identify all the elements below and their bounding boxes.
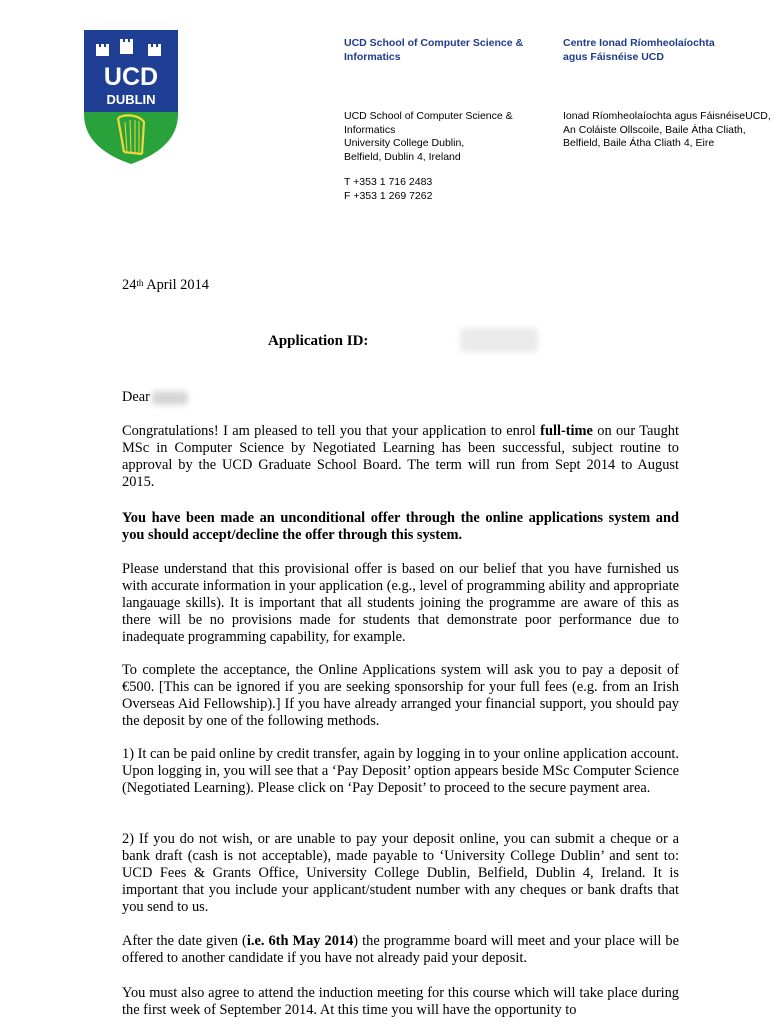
logo-dublin-text: DUBLIN	[106, 92, 156, 107]
paragraph-unconditional-offer: You have been made an unconditional offer through the online applications system and you should accept/decline the offer through this system.	[122, 510, 679, 543]
phone-number: T +353 1 716 2483	[344, 176, 433, 188]
header-school-name-en: UCD School of Computer Science & Informatics	[344, 37, 524, 63]
letter-date: 24th April 2014	[122, 277, 209, 293]
paragraph-induction: You must also agree to attend the induction meeting for this course which will take place during the first week of September 2014. At this time you will have the opportunity to	[122, 985, 679, 1018]
recipient-name-redacted	[152, 391, 188, 405]
paragraph-provisional-offer: Please understand that this provisional offer is based on our belief that you have furnished us with accurate information in your application (e.g., level of programming ability and appropriate langauage skills). It is important that all students joining the programme are aware of this as there will be no provisions made for students that demonstrate poor performance due to inadequate programming capability, for example.	[122, 561, 679, 645]
salutation: Dear	[122, 389, 150, 405]
header-address-en: UCD School of Computer Science & Informatics University College Dublin, Belfield, Dublin 4, Ireland	[344, 110, 513, 163]
ucd-logo	[84, 30, 178, 164]
paragraph-deadline: After the date given (i.e. 6th May 2014) the programme board will meet and your place will be offered to another candidate if you have not already paid your deposit.	[122, 933, 679, 966]
paragraph-pay-online: 1) It can be paid online by credit transfer, again by logging in to your online application account. Upon logging in, you will see that a ‘Pay Deposit’ option appears beside MSc Computer Science (Negotiated Learning). Please click on ‘Pay Deposit’ to proceed to the secure payment area.	[122, 746, 679, 796]
paragraph-pay-cheque: 2) If you do not wish, or are unable to pay your deposit online, you can submit a cheque or a bank draft (cash is not acceptable), made payable to ‘University College Dublin’ and sent to: UCD Fees & Grants Office, University College Dublin, Belfield, Dublin 4, Ireland. It is important that you include your applicant/student number with any cheques or bank drafts that you send to us.	[122, 831, 679, 915]
application-id-redacted	[460, 328, 538, 352]
header-address-ga: Ionad Ríomheolaíochta agus FáisnéiseUCD, An Coláiste Ollscoile, Baile Átha Cliath, Belfield, Baile Átha Cliath 4, Eire	[563, 110, 771, 149]
header-contact	[344, 176, 554, 203]
application-id-label: Application ID:	[268, 333, 369, 349]
fax-number: F +353 1 269 7262	[344, 189, 433, 202]
logo-ucd-text: UCD	[103, 63, 159, 91]
paragraph-deposit: To complete the acceptance, the Online Applications system will ask you to pay a deposit of €500. [This can be ignored if you are seeking sponsorship for your full fees (e.g. from an Irish Overseas Aid Fellowship).] If you have already arranged your financial support, you should pay the deposit by one of the following methods.	[122, 662, 679, 729]
paragraph-congratulations: Congratulations! I am pleased to tell you that your application to enrol full-time on our Taught MSc in Computer Science by Negotiated Learning has been successful, subject routine to approval by the UCD Graduate School Board. The term will run from Sept 2014 to August 2015.	[122, 423, 679, 490]
header-school-name-ga: Centre Ionad Ríomheolaíochta agus Fáisnéise UCD	[563, 37, 715, 63]
